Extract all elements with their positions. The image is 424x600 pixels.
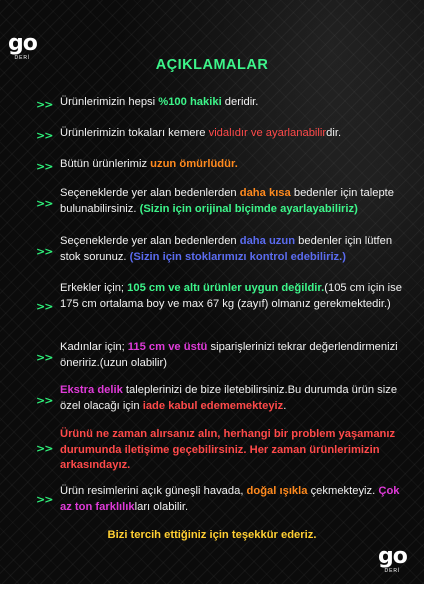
bullet-arrow-icon: >> bbox=[36, 442, 53, 455]
brand-logo-bottom bbox=[378, 546, 407, 574]
item-text: Bütün ürünlerimiz uzun ömürlüdür. bbox=[60, 158, 238, 170]
bullet-arrow-icon: >> bbox=[36, 98, 53, 111]
bullet-arrow-icon: >> bbox=[36, 129, 53, 142]
item-text: Ürünlerimizin hepsi %100 hakiki deridir. bbox=[60, 96, 259, 108]
logo-sub: DERİ bbox=[384, 568, 401, 574]
item-text: Ürünlerimizin tokaları kemere vidalıdır ve ayarlanabilirdir. bbox=[60, 127, 342, 139]
item-text: Ürün resimlerini açık güneşli havada, doğal ışıkla çekmekteyiz. Çok az ton farklılıkları olabilir. bbox=[60, 485, 400, 513]
logo-mark: go bbox=[8, 31, 37, 56]
page-title: AÇIKLAMALAR bbox=[155, 57, 269, 73]
item-text: Ekstra delik taleplerinizi de bize iletebilirsiniz.Bu durumda ürün size özel olacağı için iade kabul edememekteyiz. bbox=[60, 384, 398, 412]
bullet-arrow-icon: >> bbox=[36, 493, 53, 506]
logo-mark: go bbox=[378, 544, 407, 569]
bullet-arrow-icon: >> bbox=[36, 245, 53, 258]
item-text: Seçeneklerde yer alan bedenlerden daha kısa bedenler için talepte bulunabilirsiniz. (Sizin için orijinal biçimde ayarlayabiliriz) bbox=[60, 187, 394, 215]
item-text: Seçeneklerde yer alan bedenlerden daha uzun bedenler için lütfen stok sorunuz. (Sizin için stoklarımızı kontrol edebiliriz.) bbox=[60, 235, 393, 263]
logo-sub: DERİ bbox=[14, 55, 31, 61]
bullet-arrow-icon: >> bbox=[36, 197, 53, 210]
bullet-arrow-icon: >> bbox=[36, 300, 53, 313]
bullet-arrow-icon: >> bbox=[36, 394, 53, 407]
item-text: Ürünü ne zaman alırsanız alın, herhangi bir problem yaşamanız durumunda iletişime geçebilirsiniz. Her zaman ürünlerimizin arkasındayız. bbox=[60, 428, 396, 471]
bullet-arrow-icon: >> bbox=[36, 160, 53, 173]
thanks-message: Bizi tercih ettiğiniz için teşekkür ederiz. bbox=[107, 529, 317, 541]
bullet-arrow-icon: >> bbox=[36, 351, 53, 364]
item-text: Kadınlar için; 115 cm ve üstü siparişlerinizi tekrar değerlendirmenizi öneririz.(uzun olabilir) bbox=[60, 341, 398, 369]
item-text: Erkekler için; 105 cm ve altı ürünler uygun değildir.(105 cm için ise 175 cm ortalama boy ve max 67 kg (zayıf) olmanız gerekmektedir.) bbox=[60, 282, 402, 310]
